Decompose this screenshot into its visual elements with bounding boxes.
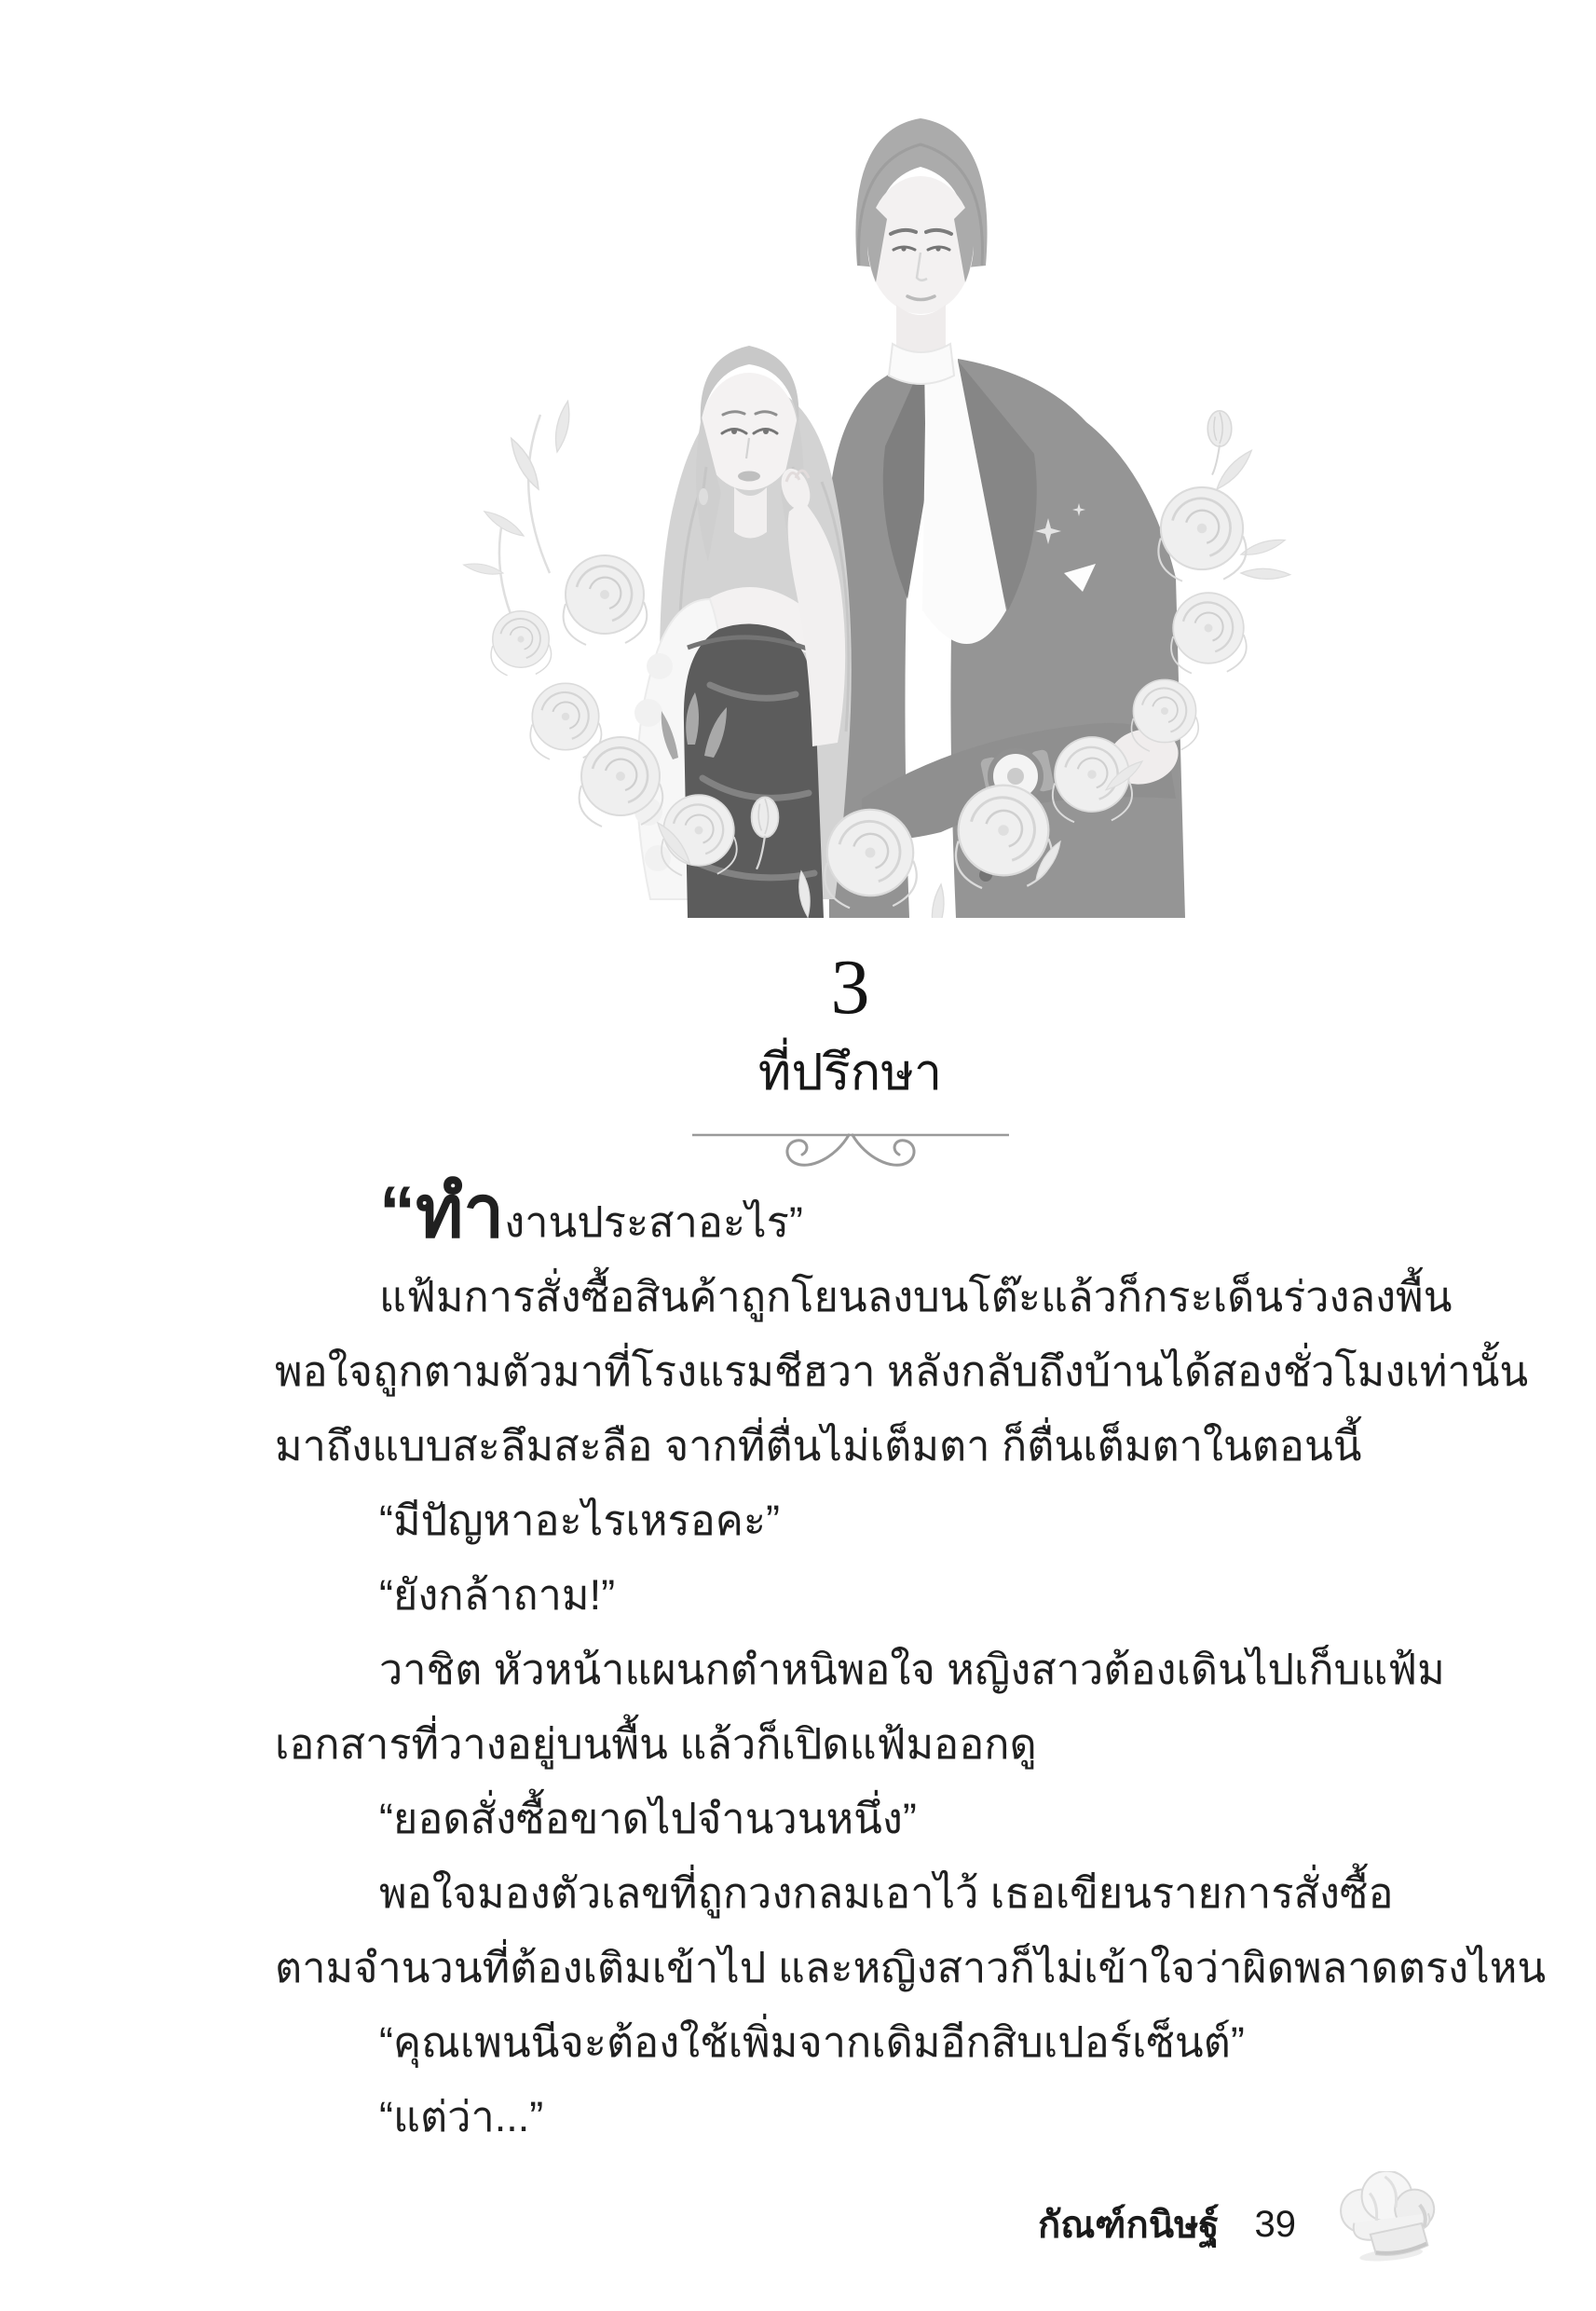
body-line: ตามจำนวนที่ต้องเติมเข้าไป และหญิงสาวก็ไม่เข้าใจว่าผิดพลาดตรงไหน: [275, 1944, 1547, 1991]
body-line: “แต่ว่า...”: [379, 2093, 544, 2140]
page-number: 39: [1254, 2203, 1296, 2245]
chef-hat-icon: [1331, 2171, 1439, 2264]
chapter-title: ที่ปรึกษา: [757, 1045, 943, 1101]
body-line: แฟ้มการสั่งซื้อสินค้าถูกโยนลงบนโต๊ะแล้วก็กระเด็นร่วงลงพื้น: [379, 1273, 1453, 1320]
body-lines: [275, 1260, 1547, 2154]
illustration-svg: [438, 51, 1295, 918]
body-line: “ยอดสั่งซื้อขาดไปจำนวนหนึ่ง”: [379, 1795, 917, 1842]
drop-cap: ทำ: [416, 1170, 505, 1252]
body-line: พอใจมองตัวเลขที่ถูกวงกลมเอาไว้ เธอเขียนรายการสั่งซื้อ: [379, 1869, 1394, 1917]
body-line: “ยังกล้าถาม!”: [379, 1571, 616, 1619]
story-text: [275, 1163, 1547, 2154]
body-line: พอใจถูกตามตัวมาที่โรงแรมชีฮวา หลังกลับถึงบ้านได้สองชั่วโมงเท่านั้น: [275, 1347, 1529, 1395]
page-footer: [1038, 2184, 1439, 2264]
chapter-number: 3: [830, 944, 870, 1031]
body-line: วาชิต หัวหน้าแผนกตำหนิพอใจ หญิงสาวต้องเดินไปเก็บแฟ้ม: [379, 1646, 1445, 1693]
body-line: “มีปัญหาอะไรเหรอคะ”: [379, 1497, 780, 1544]
opening-line: [275, 1163, 1435, 1260]
couple-with-roses-illustration: [438, 51, 1295, 918]
body-line: มาถึงแบบสะลึมสะลือ จากที่ตื่นไม่เต็มตา ก็ตื่นเต็มตาในตอนนี้: [275, 1422, 1362, 1470]
opening-rest-text: งานประสาอะไร”: [504, 1198, 803, 1246]
author-name: กัณฑ์กนิษฐ์: [1037, 2205, 1220, 2246]
body-line: “คุณเพนนีจะต้องใช้เพิ่มจากเดิมอีกสิบเปอร์เซ็นต์”: [379, 2018, 1245, 2066]
opening-quote: “: [379, 1170, 416, 1252]
body-line: เอกสารที่วางอยู่บนพื้น แล้วก็เปิดแฟ้มออกดู: [275, 1720, 1037, 1768]
chapter-heading: [275, 944, 1425, 1178]
